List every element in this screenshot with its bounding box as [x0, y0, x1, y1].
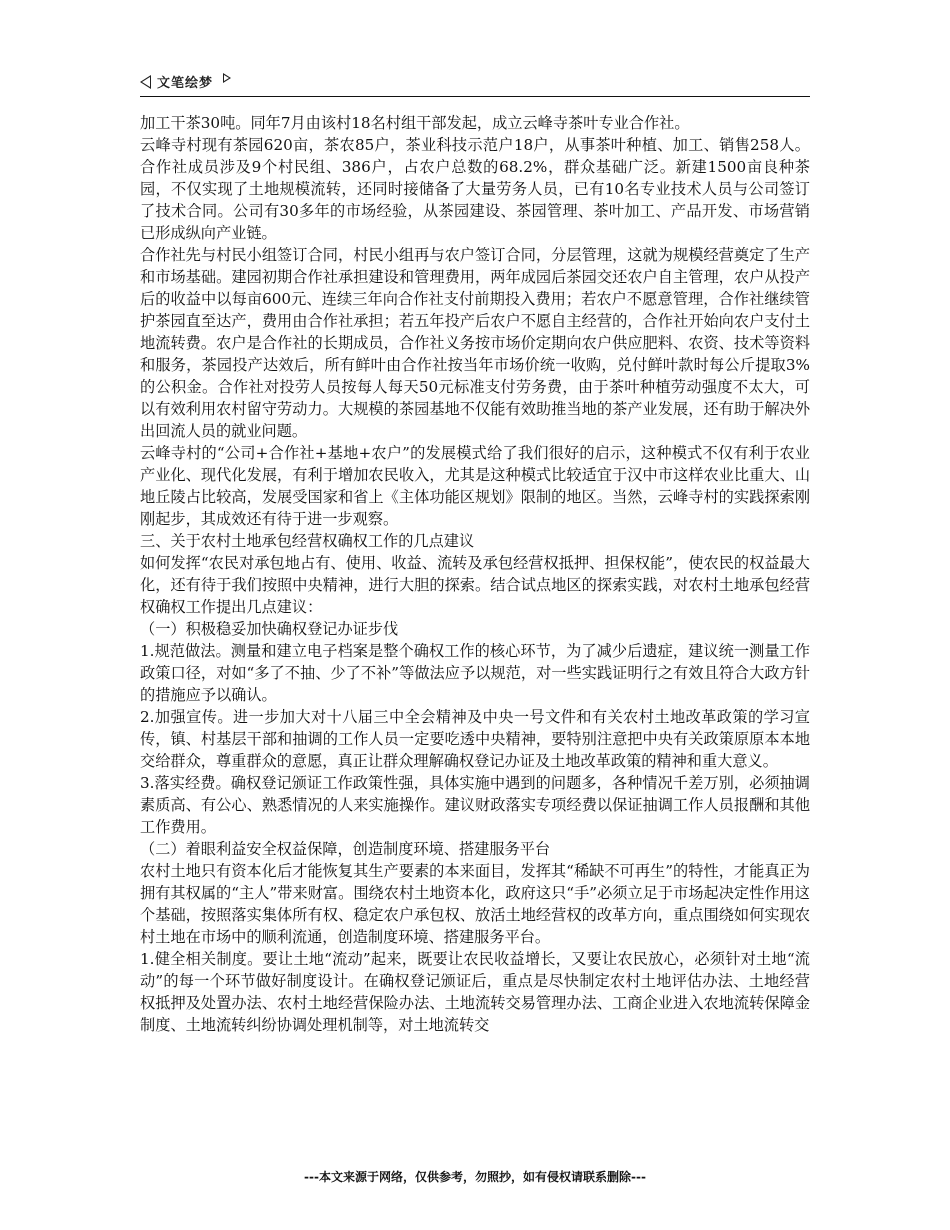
list-item: 2.加强宣传。进一步加大对十八届三中全会精神及中央一号文件和有关农村土地改革政策的学习宣传，镇、村基层干部和抽调的工作人员一定要吃透中央精神，要特别注意把中央有关政策原原本本地交给群众，尊重群众的意愿，真正让群众理解确权登记办证及土地改革政策的精神和重大意义。 [140, 708, 810, 770]
list-item: 1.规范做法。测量和建立电子档案是整个确权工作的核心环节，为了减少后遗症，建议统一测量工作政策口径，对如“多了不抽、少了不补”等做法应予以规范，对一些实践证明行之有效且符合大政方针的措施应予以确认。 [140, 642, 810, 704]
page-header [140, 70, 810, 97]
brand-name: 文笔绘梦 [157, 76, 214, 91]
triangle-right-icon [223, 73, 231, 83]
footer-notice: ---本文来源于网络，仅供参考，勿照抄，如有侵权请联系删除--- [304, 1170, 646, 1184]
document-body [140, 112, 810, 1036]
paragraph: 如何发挥“农民对承包地占有、使用、收益、流转及承包经营权抵押、担保权能”，使农民的权益最大化，还有待于我们按照中央精神，进行大胆的探索。结合试点地区的探索实践，对农村土地承包经营权确权工作提出几点建议： [140, 554, 810, 616]
paragraph: 加工干茶30吨。同年7月由该村18名村组干部发起，成立云峰寺茶叶专业合作社。 [140, 114, 690, 132]
subsection-heading: （二）着眼利益安全权益保障，创造制度环境、搭建服务平台 [140, 840, 551, 858]
subsection-heading: （一）积极稳妥加快确权登记办证步伐 [140, 620, 399, 638]
section-heading: 三、关于农村土地承包经营权确权工作的几点建议 [140, 532, 475, 550]
triangle-left-icon [140, 75, 151, 89]
list-item: 3.落实经费。确权登记颁证工作政策性强，具体实施中遇到的问题多，各种情况千差万别，必须抽调素质高、有公心、熟悉情况的人来实施操作。建议财政落实专项经费以保证抽调工作人员报酬和其他工作费用。 [140, 774, 810, 836]
paragraph: 云峰寺村的“公司+合作社+基地+农户”的发展模式给了我们很好的启示，这种模式不仅有利于农业产业化、现代化发展，有利于增加农民收入，尤其是这种模式比较适宜于汉中市这样农业比重大、山地丘陵占比较高，发展受国家和省上《主体功能区规划》限制的地区。当然，云峰寺村的实践探索刚刚起步，其成效还有待于进一步观察。 [140, 444, 810, 528]
brand [140, 72, 231, 91]
paragraph: 云峰寺村现有茶园620亩，茶农85户，茶业科技示范户18户，从事茶叶种植、加工、销售258人。合作社成员涉及9个村民组、386户，占农户总数的68.2%，群众基础广泛。新建1500亩良种茶园，不仅实现了土地规模流转，还同时接储备了大量劳务人员，已有10名专业技术人员与公司签订了技术合同。公司有30多年的市场经验，从茶园建设、茶园管理、茶叶加工、产品开发、市场营销已形成纵向产业链。 [140, 136, 810, 242]
list-item: 1.健全相关制度。要让土地“流动”起来，既要让农民收益增长，又要让农民放心，必须针对土地“流动”的每一个环节做好制度设计。在确权登记颁证后，重点是尽快制定农村土地评估办法、土地经营权抵押及处置办法、农村土地经营保险办法、土地流转交易管理办法、工商企业进入农地流转保障金制度、土地流转纠纷协调处理机制等，对土地流转交 [140, 950, 810, 1034]
paragraph: 农村土地只有资本化后才能恢复其生产要素的本来面目，发挥其“稀缺不可再生”的特性，才能真正为拥有其权属的“主人”带来财富。围绕农村土地资本化，政府这只“手”必须立足于市场起决定性作用这个基础，按照落实集体所有权、稳定农户承包权、放活土地经营权的改革方向，重点围绕如何实现农村土地在市场中的顺利流通，创造制度环境、搭建服务平台。 [140, 862, 810, 946]
paragraph: 合作社先与村民小组签订合同，村民小组再与农户签订合同，分层管理，这就为规模经营奠定了生产和市场基础。建园初期合作社承担建设和管理费用，两年成园后茶园交还农户自主管理，农户从投产后的收益中以每亩600元、连续三年向合作社支付前期投入费用；若农户不愿意管理，合作社继续管护茶园直至达产，费用由合作社承担；若五年投产后农户不愿自主经营的，合作社开始向农户支付土地流转费。农户是合作社的长期成员，合作社义务按市场价定期向农户供应肥料、农资、技术等资料和服务，茶园投产达效后，所有鲜叶由合作社按当年市场价统一收购，兑付鲜叶款时每公斤提取3%的公积金。合作社对投劳人员按每人每天50元标准支付劳务费，由于茶叶种植劳动强度不太大，可以有效利用农村留守劳动力。大规模的茶园基地不仅能有效助推当地的茶产业发展，还有助于解决外出回流人员的就业问题。 [140, 246, 810, 440]
